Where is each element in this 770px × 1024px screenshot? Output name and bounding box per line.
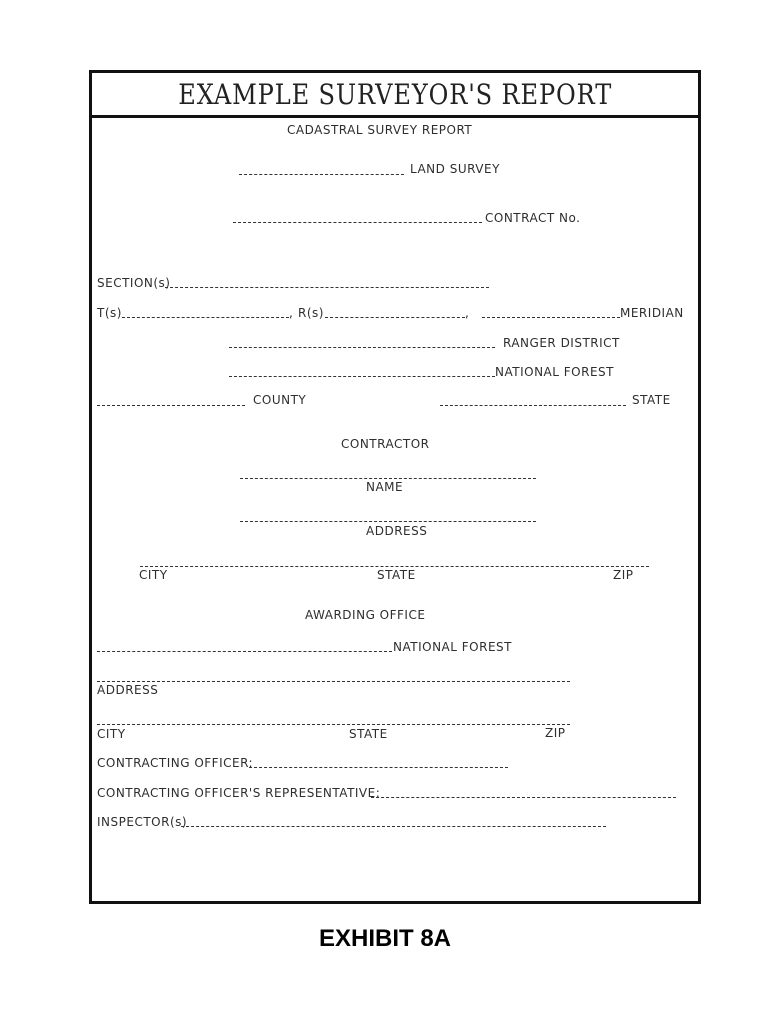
exhibit-caption: EXHIBIT 8A xyxy=(318,925,452,952)
cor-label: CONTRACTING OFFICER'S REPRESENTATIVE: xyxy=(97,786,381,800)
section-label: SECTION(s) xyxy=(97,276,171,290)
awarding-forest-blank[interactable] xyxy=(97,651,392,652)
awarding-state-label: STATE xyxy=(349,727,388,741)
comma-1: , xyxy=(289,306,294,320)
comma-2: , xyxy=(465,306,470,320)
cor-blank[interactable] xyxy=(371,797,676,798)
state-blank[interactable] xyxy=(440,405,626,406)
inspectors-label: INSPECTOR(s) xyxy=(97,815,188,829)
contracting-officer-label: CONTRACTING OFFICER: xyxy=(97,756,254,770)
township-blank[interactable] xyxy=(122,317,289,318)
contractor-heading: CONTRACTOR xyxy=(341,437,430,451)
contracting-officer-blank[interactable] xyxy=(249,767,508,768)
township-label: T(s) xyxy=(97,306,122,320)
report-title: EXAMPLE SURVEYOR'S REPORT xyxy=(178,77,612,111)
contractor-city-label: CITY xyxy=(139,568,168,582)
title-bar xyxy=(92,73,698,118)
awarding-city-label: CITY xyxy=(97,727,126,741)
county-blank[interactable] xyxy=(97,405,245,406)
awarding-address-label: ADDRESS xyxy=(97,683,159,697)
land-survey-label: LAND SURVEY xyxy=(410,162,500,176)
national-forest-blank[interactable] xyxy=(229,376,495,377)
subtitle: CADASTRAL SURVEY REPORT xyxy=(287,123,473,137)
ranger-district-label: RANGER DISTRICT xyxy=(503,336,620,350)
awarding-city-state-zip-blank[interactable] xyxy=(97,724,570,725)
contractor-state-label: STATE xyxy=(377,568,416,582)
land-survey-blank[interactable] xyxy=(239,174,404,175)
contract-no-blank[interactable] xyxy=(233,222,482,223)
contract-no-label: CONTRACT No. xyxy=(485,211,581,225)
ranger-district-blank[interactable] xyxy=(229,347,495,348)
national-forest-label: NATIONAL FOREST xyxy=(495,365,614,379)
contractor-name-blank[interactable] xyxy=(240,478,536,479)
awarding-address-blank[interactable] xyxy=(97,681,570,682)
awarding-office-heading: AWARDING OFFICE xyxy=(305,608,426,622)
contractor-zip-label: ZIP xyxy=(613,568,634,582)
contractor-address-blank[interactable] xyxy=(240,521,536,522)
awarding-zip-label: ZIP xyxy=(545,726,566,740)
range-label: R(s) xyxy=(298,306,324,320)
contractor-address-label: ADDRESS xyxy=(366,524,428,538)
section-blank[interactable] xyxy=(165,287,489,288)
awarding-forest-label: NATIONAL FOREST xyxy=(393,640,512,654)
meridian-blank[interactable] xyxy=(482,317,620,318)
inspectors-blank[interactable] xyxy=(181,826,606,827)
state-label: STATE xyxy=(632,393,671,407)
contractor-name-label: NAME xyxy=(366,480,404,494)
contractor-city-state-zip-blank[interactable] xyxy=(140,566,649,567)
meridian-label: MERIDIAN xyxy=(620,306,684,320)
county-label: COUNTY xyxy=(253,393,307,407)
range-blank[interactable] xyxy=(325,317,465,318)
